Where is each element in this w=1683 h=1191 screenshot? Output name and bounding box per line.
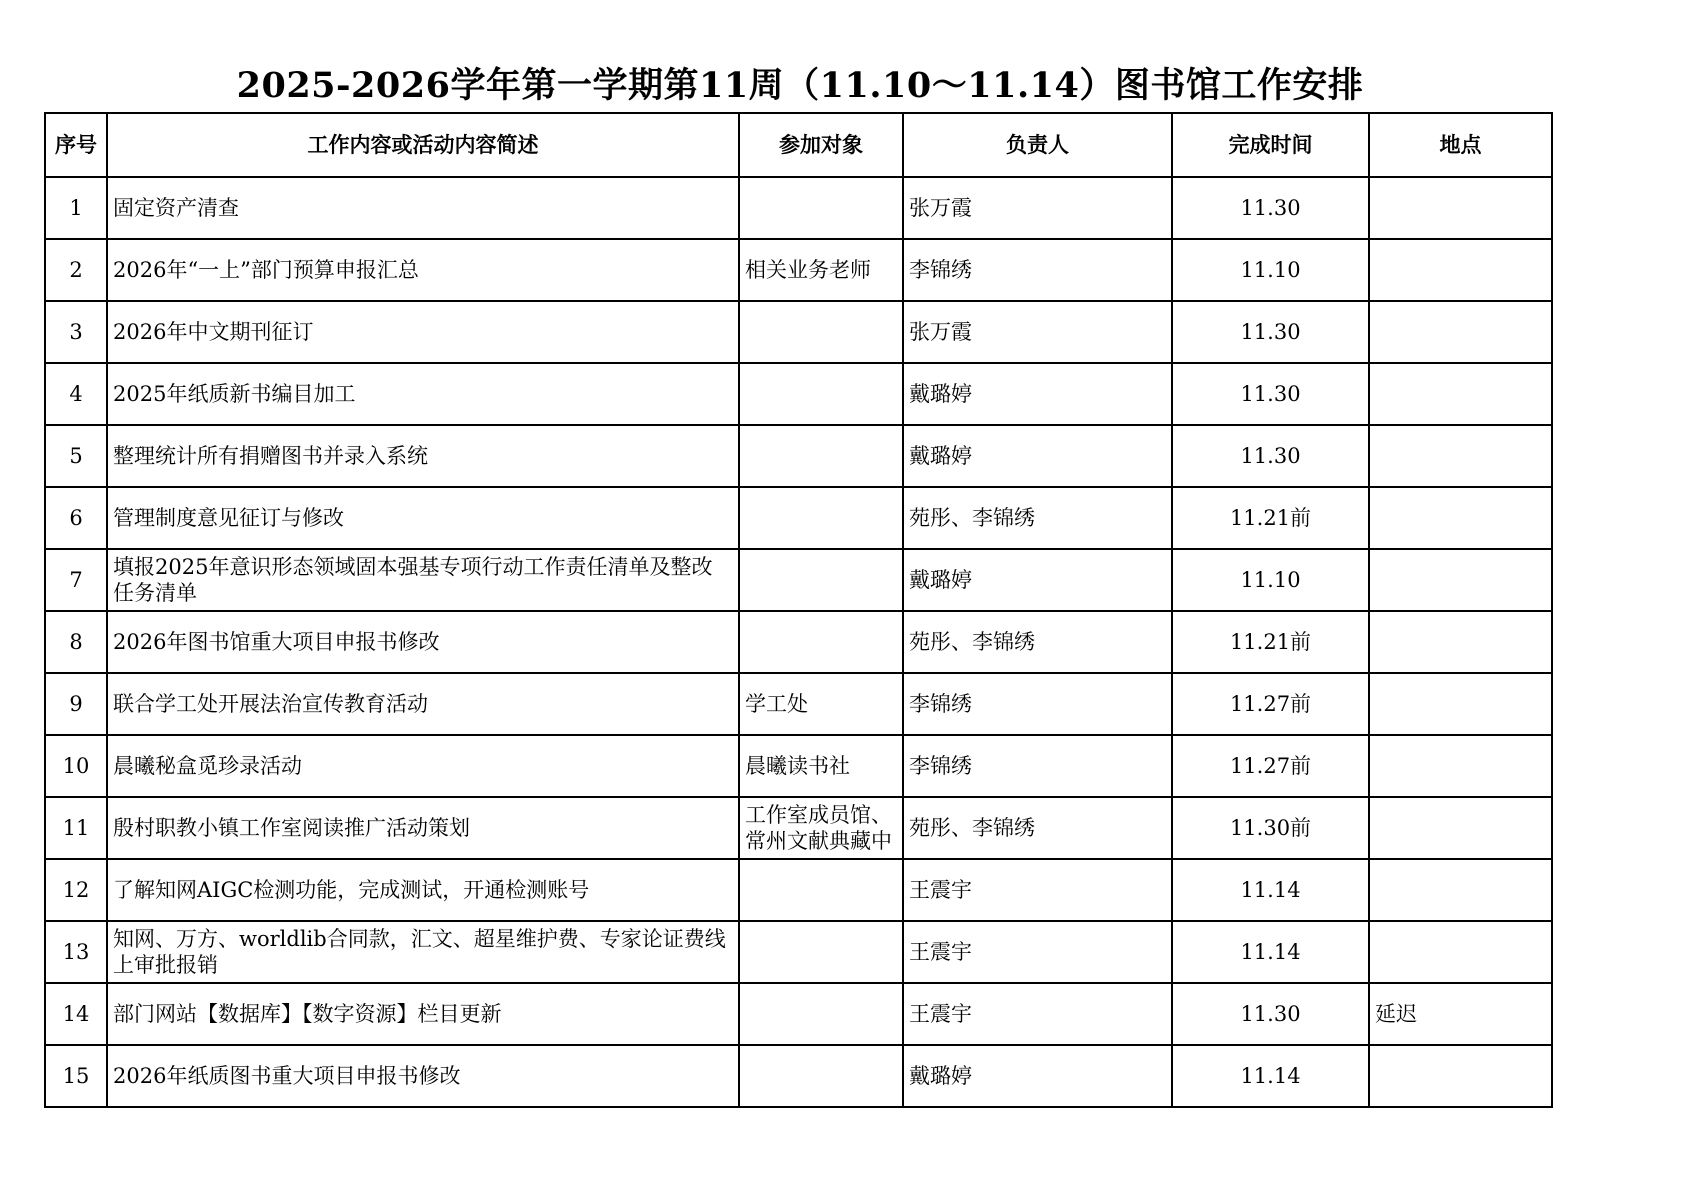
cell-location — [1369, 549, 1552, 611]
table-row — [45, 1045, 1552, 1107]
cell-participants: 相关业务老师 — [739, 239, 903, 301]
cell-location — [1369, 425, 1552, 487]
cell-num: 6 — [45, 487, 107, 549]
cell-location — [1369, 921, 1552, 983]
cell-participants — [739, 611, 903, 673]
table-row — [45, 363, 1552, 425]
table-row — [45, 859, 1552, 921]
cell-time: 11.21前 — [1172, 487, 1369, 549]
table-row — [45, 549, 1552, 611]
cell-participants — [739, 1045, 903, 1107]
cell-content: 固定资产清查 — [107, 177, 739, 239]
cell-owner: 戴璐婷 — [903, 1045, 1172, 1107]
cell-participants — [739, 487, 903, 549]
cell-time: 11.30 — [1172, 425, 1369, 487]
table-row — [45, 487, 1552, 549]
cell-content: 2026年图书馆重大项目申报书修改 — [107, 611, 739, 673]
cell-owner: 李锦绣 — [903, 239, 1172, 301]
cell-participants — [739, 177, 903, 239]
cell-owner: 戴璐婷 — [903, 363, 1172, 425]
cell-time: 11.14 — [1172, 921, 1369, 983]
cell-location — [1369, 363, 1552, 425]
cell-owner: 戴璐婷 — [903, 549, 1172, 611]
cell-location — [1369, 735, 1552, 797]
cell-num: 4 — [45, 363, 107, 425]
cell-content: 2026年纸质图书重大项目申报书修改 — [107, 1045, 739, 1107]
cell-content: 知网、万方、worldlib合同款，汇文、超星维护费、专家论证费线上审批报销 — [107, 921, 739, 983]
cell-owner: 李锦绣 — [903, 673, 1172, 735]
cell-num: 8 — [45, 611, 107, 673]
cell-participants — [739, 859, 903, 921]
table-row — [45, 673, 1552, 735]
cell-num: 13 — [45, 921, 107, 983]
cell-participants — [739, 301, 903, 363]
cell-time: 11.10 — [1172, 239, 1369, 301]
cell-num: 9 — [45, 673, 107, 735]
cell-num: 2 — [45, 239, 107, 301]
header-time: 完成时间 — [1172, 113, 1369, 177]
cell-num: 12 — [45, 859, 107, 921]
header-location: 地点 — [1369, 113, 1552, 177]
cell-num: 5 — [45, 425, 107, 487]
cell-owner: 王震宇 — [903, 983, 1172, 1045]
header-num: 序号 — [45, 113, 107, 177]
cell-content: 管理制度意见征订与修改 — [107, 487, 739, 549]
page-title: 2025-2026学年第一学期第11周（11.10～11.14）图书馆工作安排 — [236, 65, 1364, 106]
cell-participants — [739, 549, 903, 611]
cell-participants: 工作室成员馆、常州文献典藏中 — [739, 797, 903, 859]
table-row — [45, 921, 1552, 983]
cell-num: 7 — [45, 549, 107, 611]
cell-location: 延迟 — [1369, 983, 1552, 1045]
cell-owner: 王震宇 — [903, 921, 1172, 983]
cell-time: 11.21前 — [1172, 611, 1369, 673]
cell-owner: 苑彤、李锦绣 — [903, 611, 1172, 673]
cell-time: 11.14 — [1172, 1045, 1369, 1107]
cell-location — [1369, 301, 1552, 363]
table-row — [45, 301, 1552, 363]
cell-num: 14 — [45, 983, 107, 1045]
table-row — [45, 797, 1552, 859]
cell-participants — [739, 363, 903, 425]
cell-content: 填报2025年意识形态领域固本强基专项行动工作责任清单及整改任务清单 — [107, 549, 739, 611]
cell-content: 晨曦秘盒觅珍录活动 — [107, 735, 739, 797]
cell-location — [1369, 611, 1552, 673]
table-row — [45, 425, 1552, 487]
cell-location — [1369, 239, 1552, 301]
cell-owner: 戴璐婷 — [903, 425, 1172, 487]
cell-num: 11 — [45, 797, 107, 859]
cell-content: 2026年“一上”部门预算申报汇总 — [107, 239, 739, 301]
cell-participants — [739, 921, 903, 983]
cell-location — [1369, 177, 1552, 239]
table-row — [45, 735, 1552, 797]
cell-num: 3 — [45, 301, 107, 363]
header-owner: 负责人 — [903, 113, 1172, 177]
cell-content: 了解知网AIGC检测功能，完成测试，开通检测账号 — [107, 859, 739, 921]
cell-location — [1369, 859, 1552, 921]
cell-location — [1369, 1045, 1552, 1107]
cell-time: 11.30 — [1172, 363, 1369, 425]
header-row — [45, 113, 1552, 177]
table-row — [45, 239, 1552, 301]
cell-content: 部门网站【数据库】【数字资源】栏目更新 — [107, 983, 739, 1045]
cell-time: 11.30前 — [1172, 797, 1369, 859]
cell-time: 11.30 — [1172, 983, 1369, 1045]
cell-participants — [739, 425, 903, 487]
header-participants: 参加对象 — [739, 113, 903, 177]
table-row — [45, 177, 1552, 239]
cell-owner: 张万霞 — [903, 177, 1172, 239]
cell-owner: 李锦绣 — [903, 735, 1172, 797]
cell-num: 15 — [45, 1045, 107, 1107]
cell-time: 11.30 — [1172, 301, 1369, 363]
table-row — [45, 611, 1552, 673]
cell-owner: 王震宇 — [903, 859, 1172, 921]
cell-time: 11.14 — [1172, 859, 1369, 921]
table-row — [45, 983, 1552, 1045]
cell-time: 11.27前 — [1172, 735, 1369, 797]
cell-time: 11.30 — [1172, 177, 1369, 239]
cell-content: 2026年中文期刊征订 — [107, 301, 739, 363]
cell-content: 整理统计所有捐赠图书并录入系统 — [107, 425, 739, 487]
cell-content: 联合学工处开展法治宣传教育活动 — [107, 673, 739, 735]
schedule-table — [44, 112, 1553, 1108]
cell-owner: 苑彤、李锦绣 — [903, 487, 1172, 549]
cell-time: 11.27前 — [1172, 673, 1369, 735]
cell-participants — [739, 983, 903, 1045]
cell-location — [1369, 487, 1552, 549]
cell-num: 1 — [45, 177, 107, 239]
cell-content: 殷村职教小镇工作室阅读推广活动策划 — [107, 797, 739, 859]
cell-participants: 学工处 — [739, 673, 903, 735]
cell-location — [1369, 673, 1552, 735]
header-content: 工作内容或活动内容简述 — [107, 113, 739, 177]
cell-num: 10 — [45, 735, 107, 797]
cell-participants: 晨曦读书社 — [739, 735, 903, 797]
cell-location — [1369, 797, 1552, 859]
cell-time: 11.10 — [1172, 549, 1369, 611]
cell-content: 2025年纸质新书编目加工 — [107, 363, 739, 425]
cell-owner: 张万霞 — [903, 301, 1172, 363]
cell-owner: 苑彤、李锦绣 — [903, 797, 1172, 859]
